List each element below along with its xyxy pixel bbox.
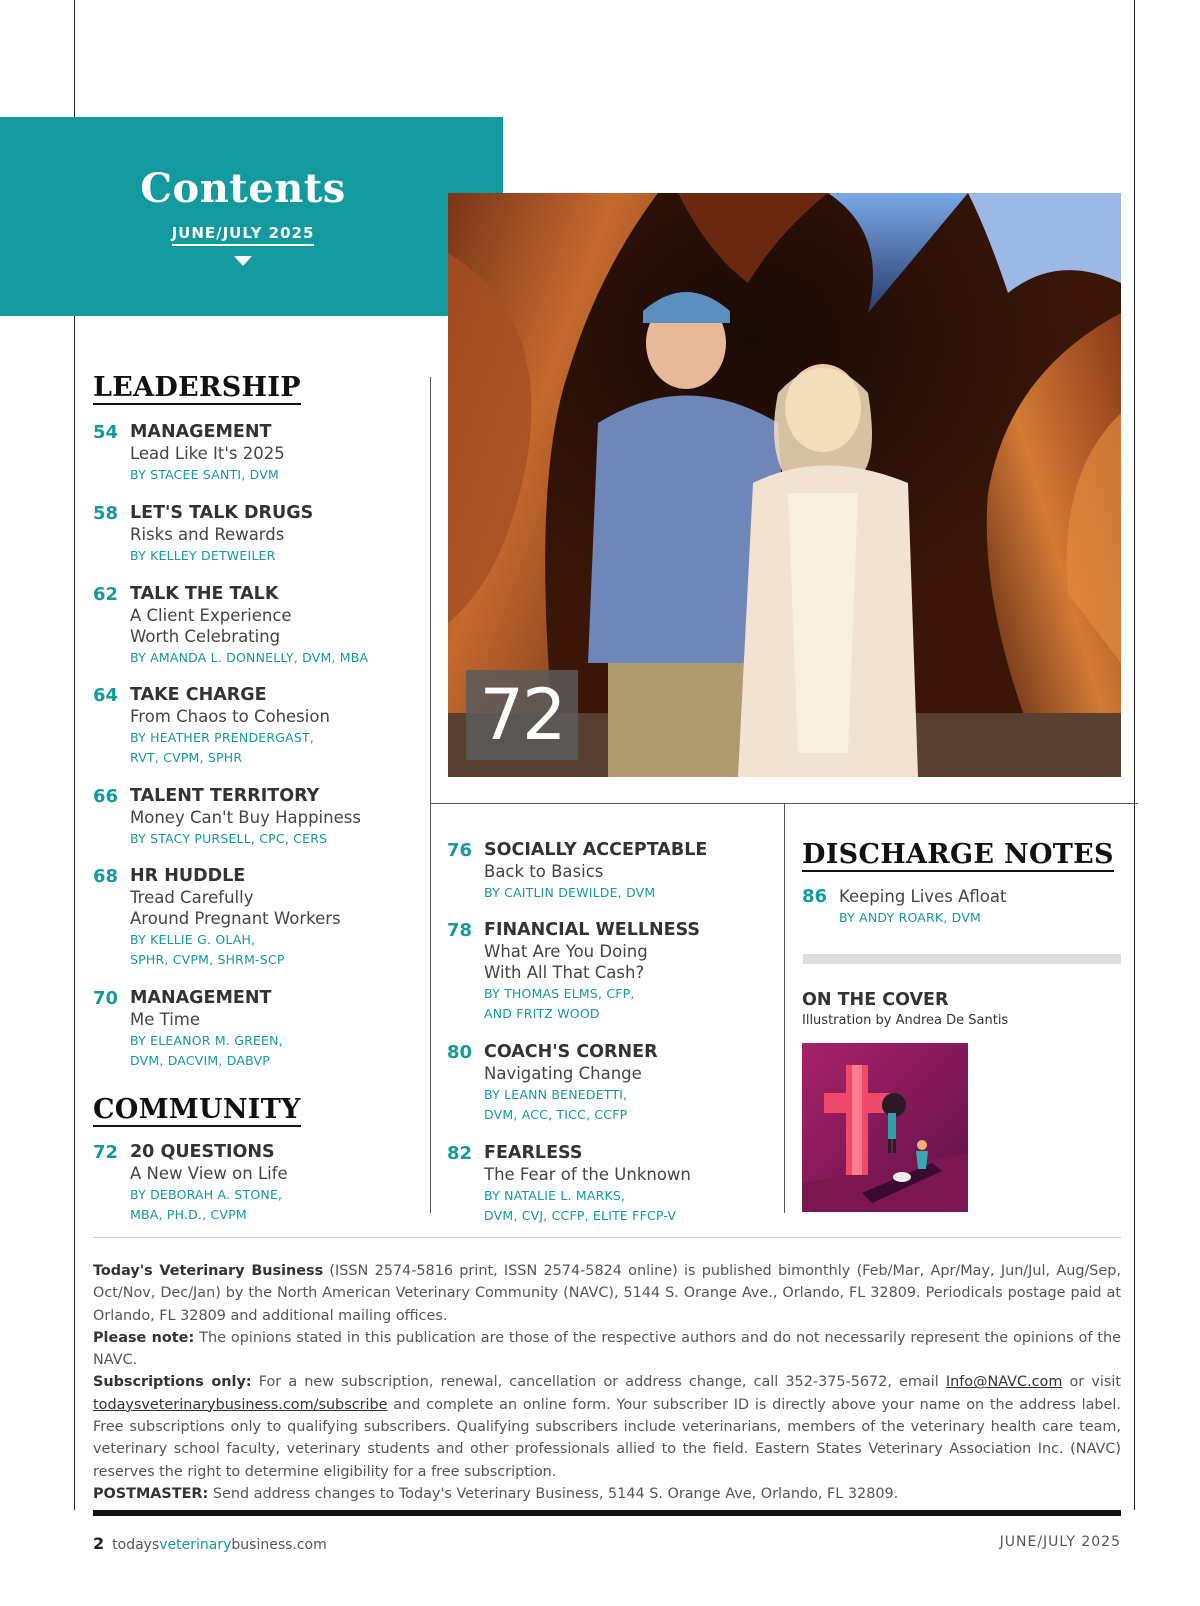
toc-byline: BY AMANDA L. DONNELLY, DVM, MBA	[130, 650, 369, 665]
toc-department: MANAGEMENT	[130, 422, 272, 442]
toc-byline: BY ANDY ROARK, DVM	[839, 910, 981, 925]
page-frame-right	[1134, 0, 1135, 1510]
postmaster-text: Send address changes to Today's Veterinary Business, 5144 S. Orange Ave, Orlando, FL 32809.	[208, 1485, 899, 1502]
site-url-accent: veterinary	[159, 1537, 232, 1553]
section-heading-discharge-label: DISCHARGE NOTES	[802, 839, 1114, 870]
toc-title: Me Time	[130, 1010, 201, 1029]
footer-rule	[93, 1510, 1121, 1516]
toc-department: FEARLESS	[484, 1143, 583, 1163]
toc-page-number: 86	[802, 886, 828, 907]
note-paragraph	[93, 1327, 1121, 1372]
footer-issue-date: JUNE/JULY 2025	[999, 1534, 1121, 1550]
toc-page-number: 72	[93, 1142, 119, 1163]
subscriptions-paragraph	[93, 1371, 1121, 1482]
contents-masthead	[0, 117, 503, 316]
subscribe-link[interactable]: todaysveterinarybusiness.com/subscribe	[93, 1396, 388, 1413]
section-heading-leadership-label: LEADERSHIP	[93, 372, 301, 403]
page-number: 2	[93, 1534, 105, 1553]
toc-byline: BY KELLIE G. OLAH, SPHR, CVPM, SHRM-SCP	[130, 932, 285, 967]
toc-department: HR HUDDLE	[130, 866, 246, 886]
toc-department: SOCIALLY ACCEPTABLE	[484, 840, 708, 860]
toc-title: Navigating Change	[484, 1064, 642, 1083]
toc-byline: BY LEANN BENEDETTI, DVM, ACC, TICC, CCFP	[484, 1087, 628, 1122]
fineprint-divider	[93, 1237, 1121, 1238]
toc-byline: BY ELEANOR M. GREEN, DVM, DACVIM, DABVP	[130, 1033, 283, 1068]
toc-title: A New View on Life	[130, 1164, 288, 1183]
toc-department: COACH'S CORNER	[484, 1042, 658, 1062]
toc-page-number: 82	[447, 1143, 473, 1164]
site-url-suffix: business.com	[231, 1537, 327, 1553]
toc-department: FINANCIAL WELLNESS	[484, 920, 701, 940]
toc-byline: BY KELLEY DETWEILER	[130, 548, 276, 563]
toc-title: A Client Experience Worth Celebrating	[130, 606, 292, 646]
column-divider-right	[784, 803, 785, 1213]
toc-byline: BY CAITLIN DEWILDE, DVM	[484, 885, 656, 900]
toc-page-number: 54	[93, 422, 119, 443]
toc-title: Back to Basics	[484, 862, 604, 881]
publication-name: Today's Veterinary Business	[93, 1263, 324, 1279]
page-title: Contents	[140, 165, 346, 212]
subscriptions-text: and complete an online form. Your subscriber ID is directly above your name on the address label. Free subscriptions only to qualifying subscribers. Qualifying subscribers include veterinarians, members of the veterinary health care team, veterinary school faculty, veterinary students and other professionals allied to the field. Eastern States Veterinary Association Inc. (NAVC) reserves the right to determine eligibility for a free subscription.	[93, 1396, 1121, 1480]
toc-title: Risks and Rewards	[130, 525, 285, 544]
toc-title: From Chaos to Cohesion	[130, 707, 330, 726]
toc-title: Keeping Lives Afloat	[839, 887, 1007, 906]
toc-department: 20 QUESTIONS	[130, 1142, 275, 1162]
cover-thumbnail[interactable]	[802, 1043, 968, 1212]
column-divider-left	[430, 377, 431, 1213]
toc-title: What Are You Doing With All That Cash?	[484, 942, 648, 982]
photo-page-badge: 72	[466, 670, 578, 760]
publication-info-text: (ISSN 2574-5816 print, ISSN 2574-5824 online) is published bimonthly (Feb/Mar, Apr/May, Jun/Jul, Aug/Sep, Oct/Nov, Dec/Jan) by the North American Veterinary Community (NAVC), 5144 S. Orange Ave., Orlando, FL 32809. Periodicals postage paid at Orlando, FL 32809 and additional mailing offices.	[93, 1263, 1122, 1324]
note-text: The opinions stated in this publication are those of the respective authors and do not necessarily represent the opinions of the NAVC.	[93, 1329, 1122, 1369]
toc-department: TALK THE TALK	[130, 584, 279, 604]
toc-department: TALENT TERRITORY	[130, 786, 320, 806]
postmaster-label: POSTMASTER:	[93, 1485, 209, 1502]
toc-title: Money Can't Buy Happiness	[130, 808, 361, 827]
toc-byline: BY STACEE SANTI, DVM	[130, 467, 280, 482]
toc-page-number: 64	[93, 685, 119, 706]
toc-page-number: 66	[93, 786, 119, 807]
publication-info	[93, 1260, 1121, 1327]
email-link[interactable]: Info@NAVC.com	[945, 1374, 1063, 1391]
subscriptions-label: Subscriptions only:	[93, 1374, 252, 1391]
toc-title: Tread Carefully Around Pregnant Workers	[130, 888, 341, 928]
toc-department: TAKE CHARGE	[130, 685, 267, 705]
subscriptions-text: or visit	[1062, 1374, 1121, 1391]
issue-date	[0, 224, 486, 242]
section-heading-leadership	[93, 372, 301, 403]
toc-department: MANAGEMENT	[130, 988, 272, 1008]
cover-credit: Illustration by Andrea De Santis	[802, 1013, 1009, 1028]
toc-byline: BY HEATHER PRENDERGAST, RVT, CVPM, SPHR	[130, 730, 315, 765]
toc-byline: BY NATALIE L. MARKS, DVM, CVJ, CCFP, ELITE FFCP-V	[484, 1188, 677, 1223]
on-the-cover-heading: ON THE COVER	[802, 990, 949, 1010]
footer-left	[93, 1534, 327, 1553]
toc-page-number: 68	[93, 866, 119, 887]
toc-byline: BY THOMAS ELMS, CFP, AND FRITZ WOOD	[484, 986, 635, 1021]
toc-page-number: 70	[93, 988, 119, 1009]
toc-page-number: 80	[447, 1042, 473, 1063]
toc-page-number: 58	[93, 503, 119, 524]
toc-page-number: 76	[447, 840, 473, 861]
publication-fineprint	[93, 1260, 1121, 1505]
site-url-prefix: todays	[112, 1537, 160, 1553]
toc-title: The Fear of the Unknown	[484, 1165, 691, 1184]
toc-page-number: 62	[93, 584, 119, 605]
toc-byline: BY STACY PURSELL, CPC, CERS	[130, 831, 328, 846]
section-heading-community-label: COMMUNITY	[93, 1094, 301, 1125]
divider-bar	[803, 954, 1121, 964]
triangle-down-icon	[234, 256, 252, 266]
toc-title: Lead Like It's 2025	[130, 444, 285, 463]
subscriptions-text: For a new subscription, renewal, cancellation or address change, call 352-375-5672, email	[251, 1374, 946, 1391]
issue-date-label: JUNE/JULY 2025	[172, 224, 315, 246]
toc-department: LET'S TALK DRUGS	[130, 503, 314, 523]
section-heading-discharge-notes	[802, 839, 1114, 870]
toc-byline: BY DEBORAH A. STONE, MBA, PH.D., CVPM	[130, 1187, 283, 1222]
note-label: Please note:	[93, 1329, 195, 1346]
postmaster-paragraph	[93, 1483, 1121, 1505]
toc-page-number: 78	[447, 920, 473, 941]
section-heading-community	[93, 1094, 301, 1125]
